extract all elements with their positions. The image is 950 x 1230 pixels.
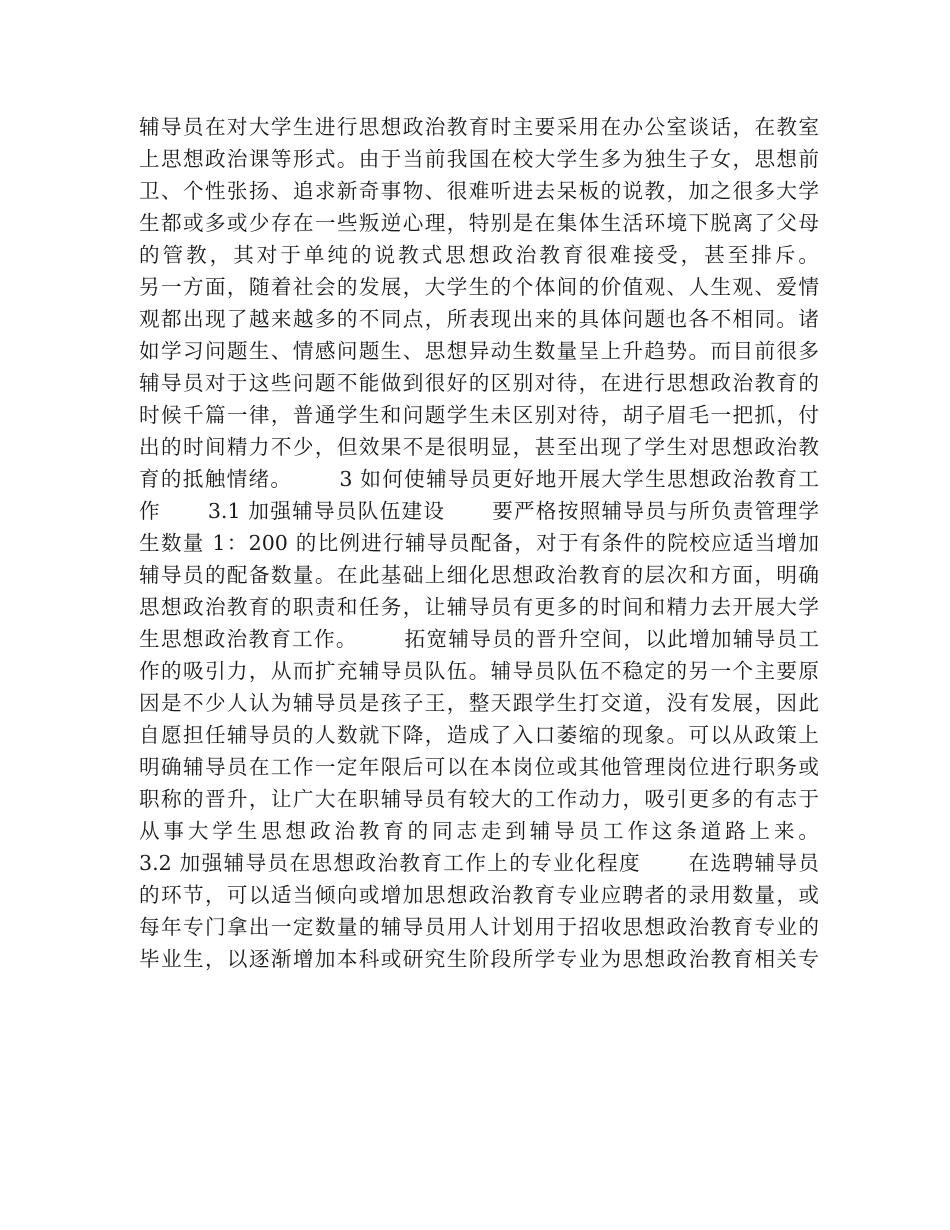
text-line: 辅导员的配备数量。在此基础上细化思想政治教育的层次和方面，明确	[139, 563, 819, 587]
text-line: 3.2 加强辅导员在思想政治教育工作上的专业化程度 在选聘辅导员	[139, 851, 819, 875]
text-line: 每年专门拿出一定数量的辅导员用人计划用于招收思想政治教育专业的	[139, 915, 819, 939]
text-line: 的管教，其对于单纯的说教式思想政治教育很难接受，甚至排斥。	[139, 243, 819, 267]
text-line: 观都出现了越来越多的不同点，所表现出来的具体问题也各不相同。诸	[139, 307, 819, 331]
text-line: 上思想政治课等形式。由于当前我国在校大学生多为独生子女，思想前	[139, 147, 819, 171]
text-line: 生都或多或少存在一些叛逆心理，特别是在集体生活环境下脱离了父母	[139, 211, 819, 235]
text-line: 的环节，可以适当倾向或增加思想政治教育专业应聘者的录用数量，或	[139, 883, 819, 907]
text-line: 自愿担任辅导员的人数就下降，造成了入口萎缩的现象。可以从政策上	[139, 723, 819, 747]
text-line: 作的吸引力，从而扩充辅导员队伍。辅导员队伍不稳定的另一个主要原	[139, 659, 819, 683]
text-line: 如学习问题生、情感问题生、思想异动生数量呈上升趋势。而目前很多	[139, 339, 819, 363]
text-line: 职称的晋升，让广大在职辅导员有较大的工作动力，吸引更多的有志于	[139, 787, 819, 811]
text-line: 育的抵触情绪。 3 如何使辅导员更好地开展大学生思想政治教育工	[139, 467, 819, 491]
text-line: 另一方面，随着社会的发展，大学生的个体间的价值观、人生观、爱情	[139, 275, 819, 299]
text-line: 时候千篇一律，普通学生和问题学生未区别对待，胡子眉毛一把抓，付	[139, 403, 819, 427]
text-line: 出的时间精力不少，但效果不是很明显，甚至出现了学生对思想政治教	[139, 435, 819, 459]
body-text	[139, 111, 819, 975]
text-line: 因是不少人认为辅导员是孩子王，整天跟学生打交道，没有发展，因此	[139, 691, 819, 715]
text-line: 辅导员对于这些问题不能做到很好的区别对待，在进行思想政治教育的	[139, 371, 819, 395]
text-line: 思想政治教育的职责和任务，让辅导员有更多的时间和精力去开展大学	[139, 595, 819, 619]
text-line: 明确辅导员在工作一定年限后可以在本岗位或其他管理岗位进行职务或	[139, 755, 819, 779]
text-line: 作 3.1 加强辅导员队伍建设 要严格按照辅导员与所负责管理学	[139, 499, 819, 523]
text-line: 辅导员在对大学生进行思想政治教育时主要采用在办公室谈话，在教室	[139, 115, 819, 139]
text-line: 从事大学生思想政治教育的同志走到辅导员工作这条道路上来。	[139, 819, 819, 843]
text-line: 卫、个性张扬、追求新奇事物、很难听进去呆板的说教，加之很多大学	[139, 179, 819, 203]
text-line: 生数量 1：200 的比例进行辅导员配备，对于有条件的院校应适当增加	[139, 531, 819, 555]
text-line: 生思想政治教育工作。 拓宽辅导员的晋升空间，以此增加辅导员工	[139, 627, 819, 651]
text-line: 毕业生，以逐渐增加本科或研究生阶段所学专业为思想政治教育相关专	[139, 947, 819, 971]
